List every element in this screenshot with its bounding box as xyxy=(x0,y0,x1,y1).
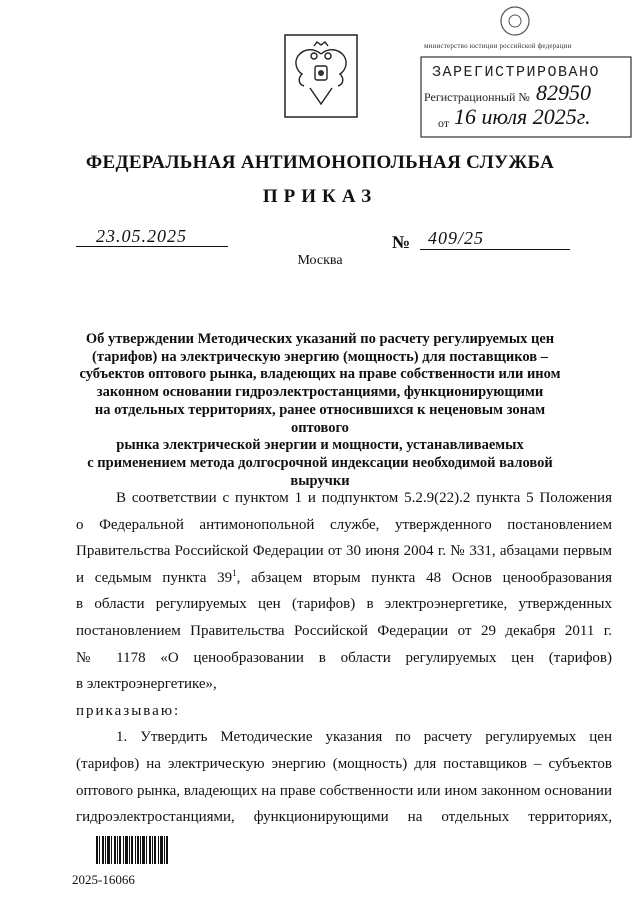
barcode-icon xyxy=(96,836,168,864)
body-line-part: , абзацем вторым пункта 48 Основ ценообразования xyxy=(236,569,613,586)
body-line: постановлением Правительства Российской Федерации от 29 декабря 2011 г. xyxy=(76,622,612,639)
document-body xyxy=(76,485,612,831)
body-line: Правительства Российской Федерации от 30 июня 2004 г. № 331, абзацами первым xyxy=(76,543,612,560)
stamp-registered-text: ЗАРЕГИСТРИРОВАНО xyxy=(432,64,601,81)
order-number-sign: № xyxy=(392,232,411,252)
stamp-reg-number-label: Регистрационный № xyxy=(424,90,530,104)
body-line: оптового рынка, владеющих на праве собственности или ином законном основании xyxy=(76,782,612,799)
footnote-ref: 1 xyxy=(232,567,237,578)
document-type: ПРИКАЗ xyxy=(262,186,378,207)
title-line: на отдельных территориях, ранее относившихся к неценовым зонам оптового xyxy=(94,401,546,436)
title-line: законном основании гидроэлектростанциями, функционирующими xyxy=(96,384,544,401)
body-line: в электроэнергетике», xyxy=(76,676,217,693)
body-line: о Федеральной антимонопольной службе, утвержденного постановлением xyxy=(76,516,612,533)
body-line: в области регулируемых цен (тарифов) в электроэнергетике, утвержденных xyxy=(76,596,612,613)
stamp-department-line: министерство юстиции российской федерации xyxy=(424,42,572,50)
title-line: Об утверждении Методических указаний по расчету регулируемых цен xyxy=(85,331,555,347)
body-line: (тарифов) на электрическую энергию (мощность) для поставщиков – субъектов xyxy=(76,755,612,772)
document-title xyxy=(72,331,568,490)
title-line: рынка электрической энергии и мощности, устанавливаемых xyxy=(116,437,524,454)
seal-mark-icon xyxy=(488,4,542,38)
coat-of-arms-emblem xyxy=(284,34,358,118)
stamp-reg-date-label: от xyxy=(438,116,450,130)
body-line-part: и седьмым пункта 39 xyxy=(76,569,233,586)
document-code: 2025-16066 xyxy=(72,872,135,887)
stamp-reg-number-value: 82950 xyxy=(536,80,591,105)
order-date-underline xyxy=(76,246,228,247)
title-line: выручки xyxy=(290,472,350,489)
order-number: 409/25 xyxy=(428,228,485,248)
title-line: (тарифов) на электрическую энергию (мощность) для поставщиков – xyxy=(92,348,548,365)
city-name: Москва xyxy=(297,253,343,268)
body-line xyxy=(76,565,612,592)
body-line: 1. Утвердить Методические указания по расчету регулируемых цен xyxy=(116,729,612,746)
order-date: 23.05.2025 xyxy=(96,226,187,246)
organization-name: ФЕДЕРАЛЬНАЯ АНТИМОНОПОЛЬНАЯ СЛУЖБА xyxy=(85,152,555,173)
body-line: В соответствии с пунктом 1 и подпунктом 5.2.9(22).2 пункта 5 Положения xyxy=(116,490,612,506)
body-line: гидроэлектростанциями, функционирующими на отдельных территориях, xyxy=(76,809,612,826)
title-line: с применением метода долгосрочной индексации необходимой валовой xyxy=(87,454,553,471)
stamp-reg-date-value: 16 июля 2025г. xyxy=(454,104,591,129)
order-directive-word: приказываю: xyxy=(76,702,181,719)
order-number-underline xyxy=(420,249,570,250)
body-line: № 1178 «О ценообразовании в области регулируемых цен (тарифов) xyxy=(76,649,612,666)
title-line: субъектов оптового рынка, владеющих на праве собственности или ином xyxy=(79,366,561,383)
